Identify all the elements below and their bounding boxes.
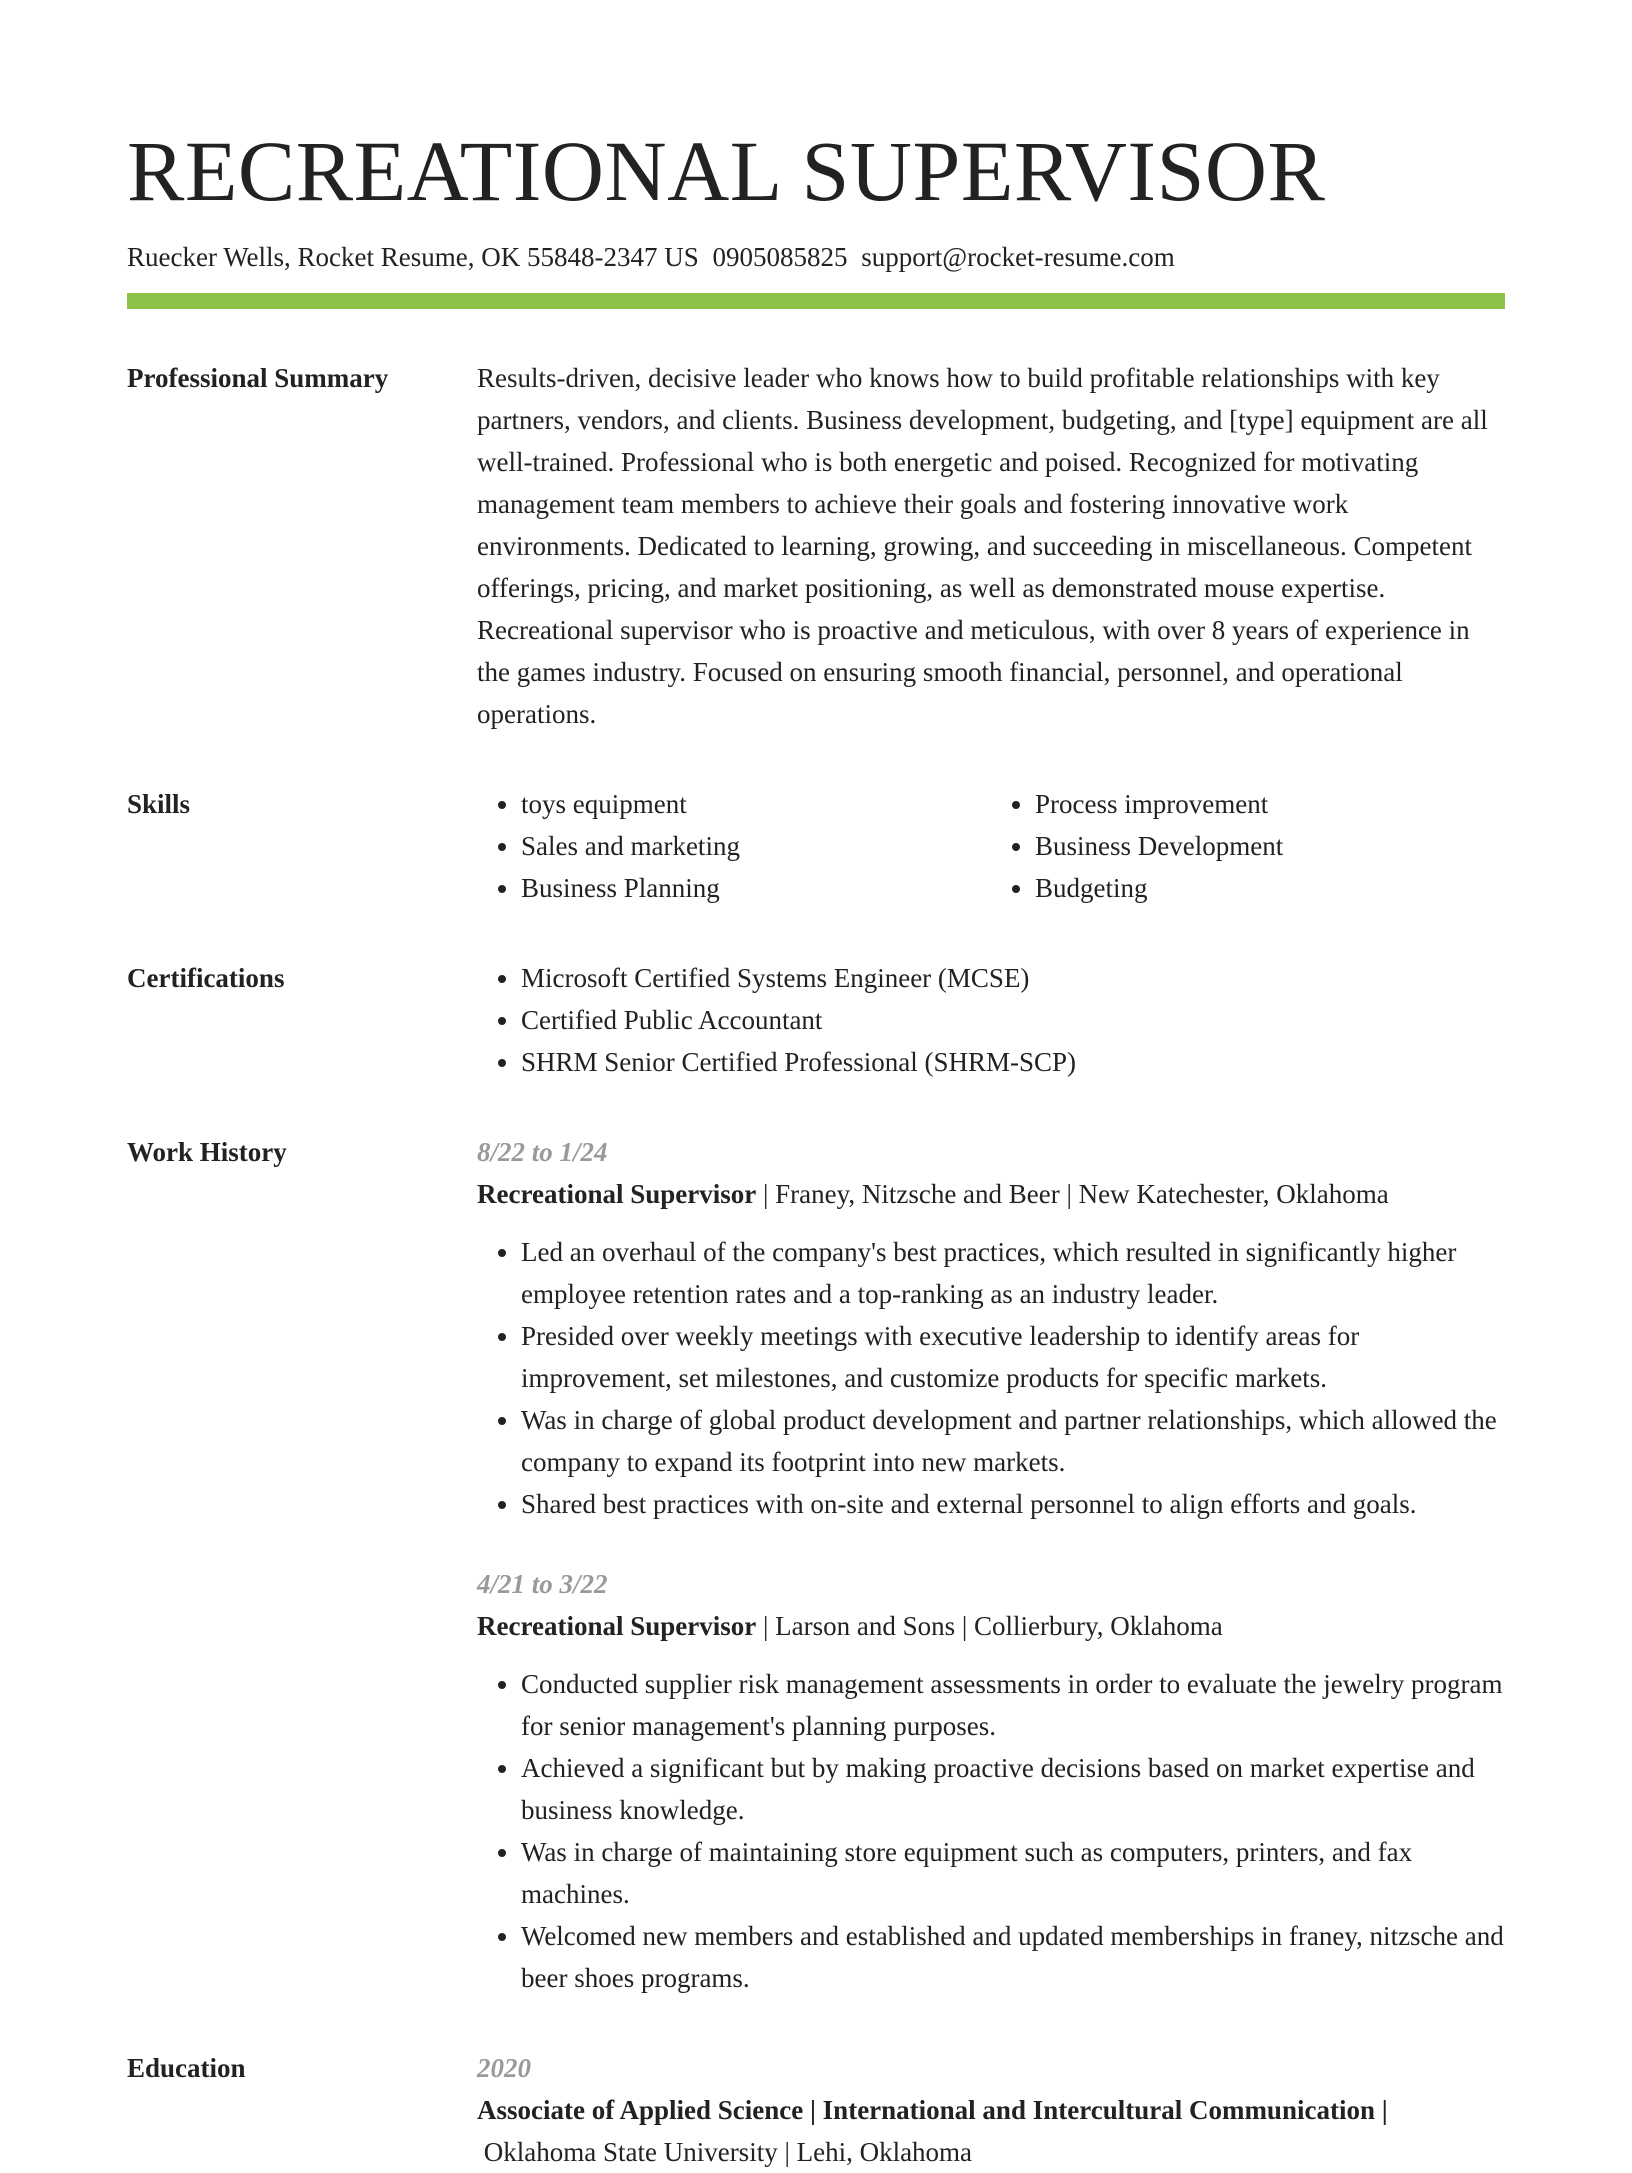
job-entry	[477, 1131, 1505, 1525]
certification-item: • Microsoft Certified Systems Engineer (MCSE)	[521, 957, 1505, 999]
candidate-name: RECREATIONAL SUPERVISOR	[127, 123, 1326, 219]
header-divider	[127, 293, 1505, 309]
education-section	[127, 2047, 1505, 2173]
skill-item: • toys equipment	[521, 783, 991, 825]
contact-line	[127, 237, 1505, 277]
skills-list-left	[477, 783, 991, 909]
job-header	[477, 1605, 1505, 1647]
work-history-section	[127, 1131, 1505, 1999]
education-year: 2020	[477, 2053, 531, 2083]
job-dates: 4/21 to 3/22	[477, 1569, 608, 1599]
job-details: | Franey, Nitzsche and Beer | New Katechester, Oklahoma	[756, 1179, 1389, 1209]
job-bullet: • Shared best practices with on-site and external personnel to align efforts and goals.	[521, 1483, 1505, 1525]
certification-item: • Certified Public Accountant	[521, 999, 1505, 1041]
job-bullet: • Was in charge of maintaining store equipment such as computers, printers, and fax machines.	[521, 1831, 1505, 1915]
job-bullets	[477, 1231, 1505, 1525]
job-title: Recreational Supervisor	[477, 1611, 757, 1641]
job-bullet: • Presided over weekly meetings with executive leadership to identify areas for improvement, set milestones, and customize products for specific markets.	[521, 1315, 1505, 1399]
certifications-body	[477, 957, 1505, 1083]
job-bullet: • Achieved a significant but by making proactive decisions based on market expertise and business knowledge.	[521, 1747, 1505, 1831]
certifications-section	[127, 957, 1505, 1083]
education-school: Oklahoma State University | Lehi, Oklahoma	[477, 2137, 973, 2167]
certifications-heading: Certifications	[127, 963, 285, 993]
certification-item: • SHRM Senior Certified Professional (SHRM-SCP)	[521, 1041, 1505, 1083]
skill-item: • Process improvement	[1035, 783, 1505, 825]
skills-heading: Skills	[127, 789, 191, 819]
skill-item: • Business Planning	[521, 867, 991, 909]
contact-email: support@rocket-resume.com	[861, 242, 1175, 272]
skills-list-right	[991, 783, 1505, 909]
job-bullet: • Conducted supplier risk management assessments in order to evaluate the jewelry program for senior management's planning purposes.	[521, 1663, 1505, 1747]
education-body	[477, 2047, 1505, 2173]
contact-phone: 0905085825	[712, 242, 848, 272]
skill-item: • Sales and marketing	[521, 825, 991, 867]
summary-body	[477, 357, 1505, 735]
work-history-heading: Work History	[127, 1137, 287, 1167]
job-bullet: • Was in charge of global product development and partner relationships, which allowed the company to expand its footprint into new markets.	[521, 1399, 1505, 1483]
skills-body	[477, 783, 1505, 909]
work-history-body	[477, 1131, 1505, 1999]
certifications-list	[477, 957, 1505, 1083]
education-heading: Education	[127, 2053, 246, 2083]
skills-section	[127, 783, 1505, 909]
job-header	[477, 1173, 1505, 1215]
job-details: | Larson and Sons | Collierbury, Oklahoma	[756, 1611, 1223, 1641]
summary-section	[127, 357, 1505, 735]
job-entry	[477, 1563, 1505, 1999]
summary-text: Results-driven, decisive leader who knows how to build profitable relationships with key partners, vendors, and clients. Business development, budgeting, and [type] equipment are all well-trained. Professional who is both energetic and poised. Recognized for motivating management team members to achieve their goals and fostering innovative work environments. Dedicated to learning, growing, and succeeding in miscellaneous. Competent offerings, pricing, and market positioning, as well as demonstrated mouse expertise. Recreational supervisor who is proactive and meticulous, with over 8 years of experience in the games industry. Focused on ensuring smooth financial, personnel, and operational operations.	[477, 363, 1488, 729]
contact-address: Ruecker Wells, Rocket Resume, OK 55848-2347 US	[127, 242, 699, 272]
skill-item: • Budgeting	[1035, 867, 1505, 909]
job-dates: 8/22 to 1/24	[477, 1137, 608, 1167]
education-degree: Associate of Applied Science | International and Intercultural Communication |	[477, 2095, 1388, 2125]
summary-heading: Professional Summary	[127, 363, 389, 393]
job-bullet: • Led an overhaul of the company's best practices, which resulted in significantly higher employee retention rates and a top-ranking as an industry leader.	[521, 1231, 1505, 1315]
job-title: Recreational Supervisor	[477, 1179, 757, 1209]
job-bullet: • Welcomed new members and established and updated memberships in franey, nitzsche and beer shoes programs.	[521, 1915, 1505, 1999]
job-bullets	[477, 1663, 1505, 1999]
skill-item: • Business Development	[1035, 825, 1505, 867]
